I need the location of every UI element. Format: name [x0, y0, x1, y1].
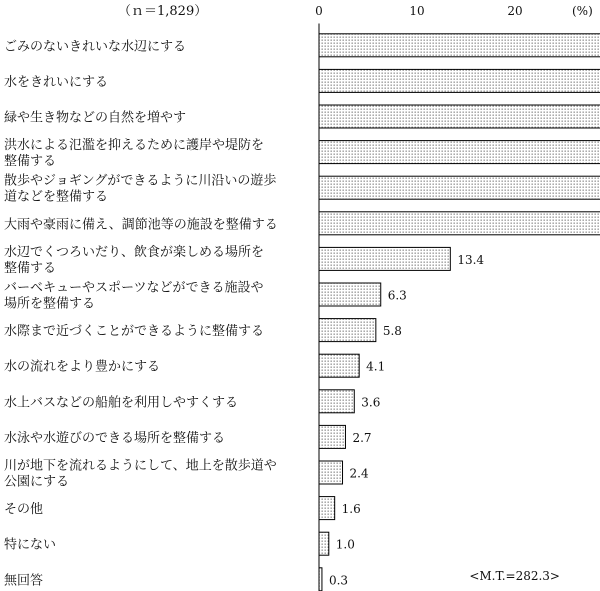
value-label: 13.4: [457, 252, 485, 267]
category-label: 水をきれいにする: [4, 74, 109, 90]
sample-size-label: （ｎ＝1,829）: [118, 4, 208, 19]
x-tick-label: 20: [507, 4, 523, 18]
bar: [319, 247, 450, 270]
category-label: 水泳や水遊びのできる場所を整備する: [4, 430, 226, 446]
bar: [319, 34, 600, 57]
value-label: 1.0: [335, 537, 355, 552]
bar: [319, 105, 600, 128]
category-label: 散歩やジョギングができるように川沿いの遊歩道などを整備する: [4, 173, 277, 205]
value-label: 2.4: [349, 466, 369, 481]
x-tick-label: 10: [409, 4, 425, 18]
category-label: 大雨や豪雨に備え、調節池等の施設を整備する: [4, 217, 278, 233]
bar: [319, 176, 600, 199]
category-label: バーベキューやスポーツなどができる施設や場所を整備する: [4, 280, 264, 312]
value-label: 6.3: [387, 288, 407, 303]
bar: [319, 532, 329, 555]
bars: [4, 34, 600, 591]
x-tick-label: 0: [315, 4, 323, 18]
category-label: 水辺でくつろいだり、飲食が楽しめる場所を整備する: [4, 244, 265, 276]
value-label: 1.6: [341, 502, 361, 517]
category-label: 水上バスなどの船舶を利用しやすくする: [4, 395, 239, 411]
bar: [319, 390, 354, 413]
category-label: その他: [4, 502, 44, 518]
mean-total-footnote: <M.T.=282.3>: [469, 569, 560, 583]
bar: [319, 141, 600, 164]
bar: [319, 497, 335, 520]
bar: [319, 69, 600, 92]
value-label: 0.3: [328, 573, 349, 588]
value-label: 5.8: [382, 324, 402, 339]
bar: [319, 212, 600, 235]
category-label: 川が地下を流れるようにして、地上を散歩道や公園にする: [4, 458, 277, 490]
category-label: ごみのないきれいな水辺にする: [4, 39, 187, 55]
category-label: 緑や生き物などの自然を増やす: [4, 110, 187, 126]
category-label: 水際まで近づくことができるように整備する: [4, 324, 265, 340]
bar: [319, 283, 381, 306]
value-label: 4.1: [366, 359, 386, 374]
unit-label: (%): [572, 4, 593, 18]
category-label: 特にない: [4, 537, 57, 553]
category-label: 無回答: [4, 573, 44, 589]
bar: [319, 461, 343, 484]
bar: [319, 354, 359, 377]
x-axis-ticks: [315, 4, 600, 18]
bar: [319, 425, 345, 448]
category-label: 水の流れをより豊かにする: [4, 359, 161, 375]
bar: [319, 319, 376, 342]
value-label: 2.7: [352, 430, 372, 445]
category-label: 洪水による氾濫を抑えるために護岸や堤防を整備する: [4, 138, 265, 170]
value-label: 3.6: [361, 395, 381, 410]
